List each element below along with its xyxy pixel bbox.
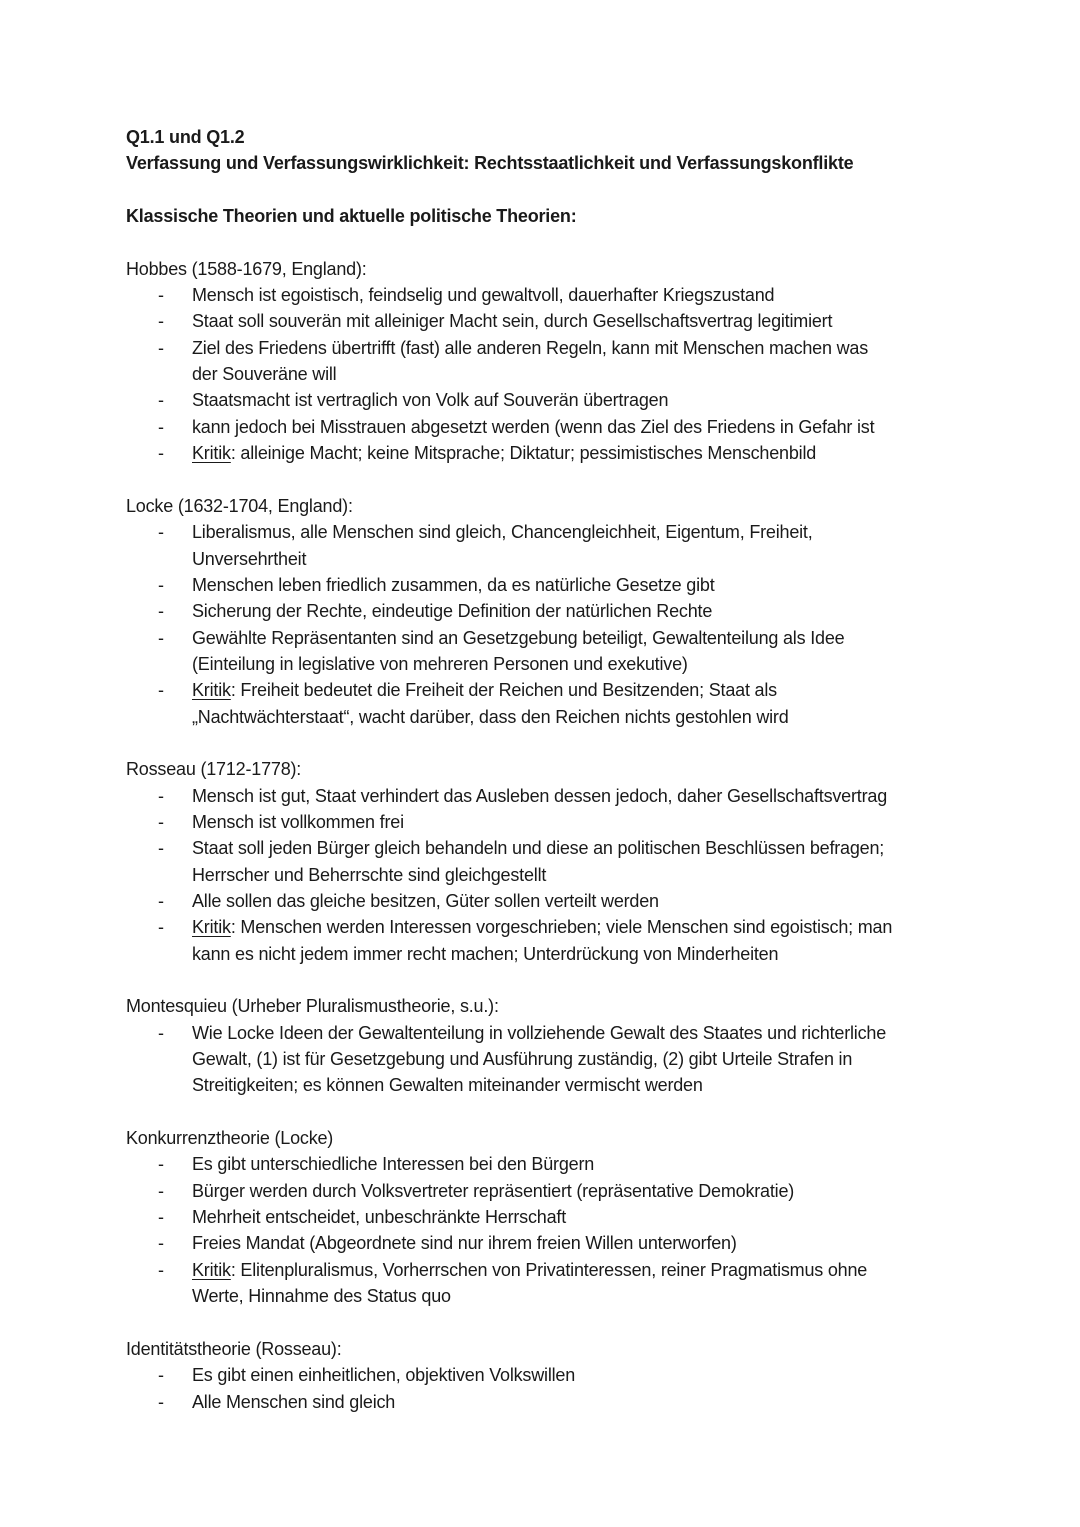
list-item (158, 1178, 1080, 1204)
list-item (158, 282, 1080, 308)
bullet-dash: - (158, 390, 164, 411)
section-identitaetstheorie (126, 1336, 1080, 1415)
bullet-dash: - (158, 1154, 164, 1175)
kritik-label: Kritik (192, 443, 231, 464)
list-item (158, 1204, 1080, 1230)
bullet-list (158, 1151, 1080, 1309)
list-item (158, 625, 1080, 678)
bullet-dash: - (158, 1365, 164, 1386)
list-item (158, 414, 1080, 440)
kritik-label: Kritik (192, 1259, 231, 1280)
kritik-text: : alleinige Macht; keine Mitsprache; Diktatur; pessimistisches Menschenbild (230, 443, 817, 464)
bullet-dash: - (158, 811, 164, 832)
list-item (158, 335, 1080, 388)
list-item-kritik (158, 677, 1080, 730)
bullet-dash: - (158, 1391, 164, 1412)
list-item-text: Mensch ist gut, Staat verhindert das Ausleben dessen jedoch, daher Gesellschaftsvertrag (192, 785, 888, 806)
list-item-text: kann jedoch bei Misstrauen abgesetzt werden (wenn das Ziel des Friedens in Gefahr ist (192, 416, 875, 437)
bullet-dash: - (158, 574, 164, 595)
section-hobbes (126, 256, 1080, 467)
list-item-text: Liberalismus, alle Menschen sind gleich, Chancengleichheit, Eigentum, Freiheit, Unversehrtheit (192, 522, 813, 569)
bullet-list (158, 783, 1080, 967)
list-item-text: Alle sollen das gleiche besitzen, Güter sollen verteilt werden (192, 890, 659, 911)
kritik-text: : Freiheit bedeutet die Freiheit der Reichen und Besitzenden; Staat als „Nachtwächterstaat“, wacht darüber, dass den Reichen nichts gestohlen wird (192, 680, 789, 727)
bullet-dash: - (158, 917, 164, 938)
section-heading: Locke (1632-1704, England): (126, 495, 353, 516)
section-locke (126, 493, 1080, 730)
bullet-list (158, 1362, 1080, 1415)
list-item-text: Mehrheit entscheidet, unbeschränkte Herrschaft (192, 1207, 567, 1228)
list-item-text: Es gibt unterschiedliche Interessen bei den Bürgern (192, 1154, 595, 1175)
list-item (158, 1362, 1080, 1388)
bullet-dash: - (158, 285, 164, 306)
list-item (158, 783, 1080, 809)
bullet-dash: - (158, 838, 164, 859)
list-item (158, 1389, 1080, 1415)
list-item-text: Es gibt einen einheitlichen, objektiven Volkswillen (192, 1365, 576, 1386)
bullet-list (158, 519, 1080, 730)
kritik-label: Kritik (192, 680, 231, 701)
list-item-text: Staat soll souverän mit alleiniger Macht sein, durch Gesellschaftsvertrag legitimiert (192, 311, 833, 332)
section-rosseau (126, 756, 1080, 967)
list-item-text: Wie Locke Ideen der Gewaltenteilung in vollziehende Gewalt des Staates und richterliche Gewalt, (1) ist für Gesetzgebung und Ausführung zuständig, (2) gibt Urteile Strafen in Streitigkeiten; es können Gewalten miteinander vermischt werden (192, 1022, 887, 1096)
list-item-text: Staatsmacht ist vertraglich von Volk auf Souverän übertragen (192, 390, 669, 411)
bullet-dash: - (158, 311, 164, 332)
bullet-dash: - (158, 627, 164, 648)
list-item (158, 1151, 1080, 1177)
bullet-dash: - (158, 443, 164, 464)
section-heading: Konkurrenztheorie (Locke) (126, 1128, 334, 1149)
list-item-text: Freies Mandat (Abgeordnete sind nur ihrem freien Willen unterworfen) (192, 1233, 737, 1254)
list-item-text: Mensch ist vollkommen frei (192, 811, 404, 832)
bullet-dash: - (158, 1207, 164, 1228)
list-item-text: Ziel des Friedens übertrifft (fast) alle anderen Regeln, kann mit Menschen machen was der Souveräne will (192, 337, 869, 385)
bullet-dash: - (158, 785, 164, 806)
bullet-dash: - (158, 680, 164, 701)
list-item-text: Gewählte Repräsentanten sind an Gesetzgebung beteiligt, Gewaltenteilung als Idee (Einteilung in legislative von mehreren Personen und exekutive) (192, 627, 845, 674)
list-item-text: Sicherung der Rechte, eindeutige Definition der natürlichen Rechte (192, 601, 713, 622)
list-item (158, 308, 1080, 334)
list-item (158, 1230, 1080, 1256)
bullet-dash: - (158, 337, 164, 358)
bullet-dash: - (158, 601, 164, 622)
list-item-text: Alle Menschen sind gleich (192, 1391, 396, 1412)
list-item-text: Bürger werden durch Volksvertreter repräsentiert (repräsentative Demokratie) (192, 1180, 795, 1201)
list-item-text: Staat soll jeden Bürger gleich behandeln und diese an politischen Beschlüssen befragen; Herrscher und Beherrschte sind gleichgestellt (192, 838, 885, 885)
list-item-kritik (158, 914, 1080, 967)
bullet-dash: - (158, 416, 164, 437)
bullet-dash: - (158, 890, 164, 911)
kritik-label: Kritik (192, 917, 231, 938)
list-item-text: Menschen leben friedlich zusammen, da es natürliche Gesetze gibt (192, 574, 715, 595)
bullet-list (158, 282, 1080, 466)
kritik-text: : Menschen werden Interessen vorgeschrieben; viele Menschen sind egoistisch; man kann es nicht jedem immer recht machen; Unterdrückung von Minderheiten (192, 917, 893, 964)
list-item (158, 835, 1080, 888)
list-item-kritik (158, 440, 1080, 466)
list-item-kritik (158, 1257, 1080, 1310)
list-item (158, 1020, 1080, 1099)
section-heading: Identitätstheorie (Rosseau): (126, 1338, 342, 1359)
doc-subtitle: Klassische Theorien und aktuelle politische Theorien: (126, 206, 577, 227)
list-item-text: Mensch ist egoistisch, feindselig und gewaltvoll, dauerhafter Kriegszustand (192, 285, 775, 306)
list-item-text (192, 677, 1014, 730)
doc-title-line-1: Q1.1 und Q1.2 (126, 127, 245, 147)
list-item-text (192, 914, 1014, 967)
bullet-dash: - (158, 1259, 164, 1280)
list-item (158, 888, 1080, 914)
section-heading: Rosseau (1712-1778): (126, 759, 302, 780)
section-heading: Montesquieu (Urheber Pluralismustheorie, s.u.): (126, 996, 499, 1017)
list-item (158, 572, 1080, 598)
bullet-dash: - (158, 1233, 164, 1254)
list-item (158, 519, 1080, 572)
section-montesquieu (126, 993, 1080, 1098)
bullet-dash: - (158, 522, 164, 543)
bullet-dash: - (158, 1022, 164, 1043)
bullet-dash: - (158, 1180, 164, 1201)
list-item-text (192, 440, 1014, 466)
doc-title-line-2: Verfassung und Verfassungswirklichkeit: Rechtsstaatlichkeit und Verfassungskonflikte (126, 153, 854, 174)
list-item-text (192, 1257, 1014, 1310)
section-heading: Hobbes (1588-1679, England): (126, 258, 367, 279)
bullet-list (158, 1020, 1080, 1099)
kritik-text: : Elitenpluralismus, Vorherrschen von Privatinteressen, reiner Pragmatismus ohne Werte, Hinnahme des Status quo (192, 1259, 868, 1307)
section-konkurrenztheorie (126, 1125, 1080, 1309)
list-item (158, 387, 1080, 413)
list-item (158, 809, 1080, 835)
list-item (158, 598, 1080, 624)
